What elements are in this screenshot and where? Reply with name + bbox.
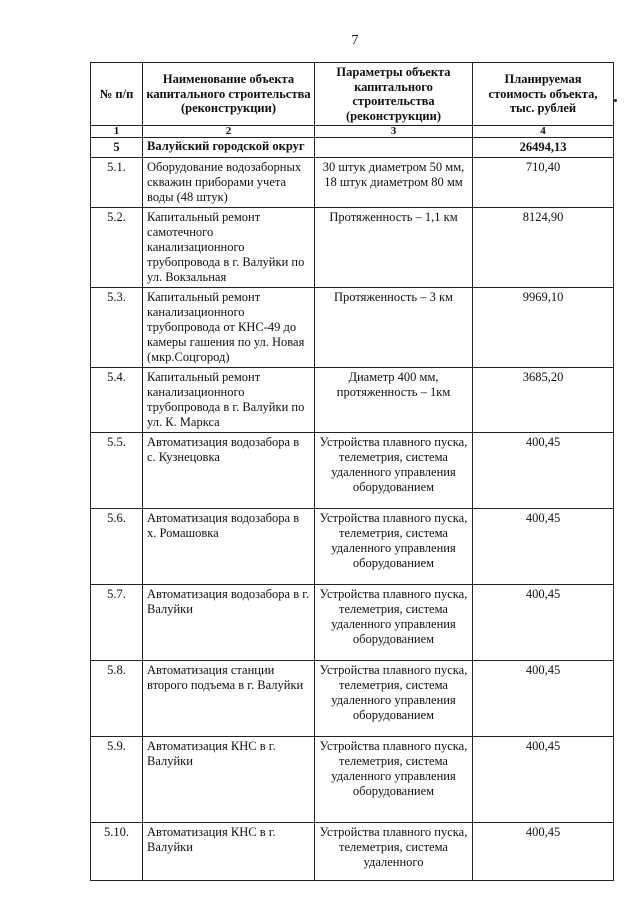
row-params: Диаметр 400 мм, протяженность – 1км — [315, 368, 473, 433]
column-number: 4 — [473, 126, 614, 138]
row-num: 5.1. — [91, 158, 143, 208]
group-name: Валуйский городской округ — [143, 138, 315, 158]
row-params: Устройства плавного пуска, телеметрия, система удаленного управления оборудованием — [315, 661, 473, 737]
table-row — [91, 208, 614, 288]
header-name: Наименование объекта капитального строительства (реконструкции) — [143, 63, 315, 126]
table-row — [91, 509, 614, 585]
row-params: Устройства плавного пуска, телеметрия, система удаленного — [315, 823, 473, 881]
row-name: Автоматизация КНС в г. Валуйки — [143, 737, 315, 823]
row-cost: 8124,90 — [473, 208, 614, 288]
row-num: 5.2. — [91, 208, 143, 288]
table-row — [91, 433, 614, 509]
row-cost: 400,45 — [473, 433, 614, 509]
table-header-row — [91, 63, 614, 126]
row-cost: 710,40 — [473, 158, 614, 208]
row-name: Капитальный ремонт канализационного трубопровода от КНС-49 до камеры гашения по ул. Новая (мкр.Соцгород) — [143, 288, 315, 368]
column-number: 1 — [91, 126, 143, 138]
row-name: Автоматизация водозабора в г. Валуйки — [143, 585, 315, 661]
group-row — [91, 138, 614, 158]
row-params: Устройства плавного пуска, телеметрия, система удаленного управления оборудованием — [315, 737, 473, 823]
table-row — [91, 661, 614, 737]
table-row — [91, 585, 614, 661]
row-num: 5.7. — [91, 585, 143, 661]
group-cost: 26494,13 — [473, 138, 614, 158]
row-params: Устройства плавного пуска, телеметрия, система удаленного управления оборудованием — [315, 433, 473, 509]
row-name: Автоматизация водозабора в с. Кузнецовка — [143, 433, 315, 509]
page-number: 7 — [351, 33, 359, 48]
row-params: 30 штук диаметром 50 мм, 18 штук диаметром 80 мм — [315, 158, 473, 208]
row-num: 5.10. — [91, 823, 143, 881]
row-params: Устройства плавного пуска, телеметрия, система удаленного управления оборудованием — [315, 509, 473, 585]
table-row — [91, 823, 614, 881]
row-cost: 3685,20 — [473, 368, 614, 433]
column-numbers-row — [91, 126, 614, 138]
row-name: Капитальный ремонт самотечного канализационного трубопровода в г. Валуйки по ул. Вокзальная — [143, 208, 315, 288]
row-cost: 9969,10 — [473, 288, 614, 368]
header-cost: Планируемая стоимость объекта, тыс. рублей — [473, 63, 614, 126]
group-num: 5 — [91, 138, 143, 158]
row-cost: 400,45 — [473, 661, 614, 737]
header-num: № п/п — [91, 63, 143, 126]
group-params — [315, 138, 473, 158]
table-row — [91, 288, 614, 368]
row-num: 5.3. — [91, 288, 143, 368]
row-name: Автоматизация КНС в г. Валуйки — [143, 823, 315, 881]
table-row — [91, 158, 614, 208]
row-params: Протяженность – 1,1 км — [315, 208, 473, 288]
table-row — [91, 368, 614, 433]
row-params: Протяженность – 3 км — [315, 288, 473, 368]
row-num: 5.9. — [91, 737, 143, 823]
row-cost: 400,45 — [473, 585, 614, 661]
objects-table — [90, 62, 614, 881]
header-params: Параметры объекта капитального строительства (реконструкции) — [315, 63, 473, 126]
row-name: Оборудование водозаборных скважин приборами учета воды (48 штук) — [143, 158, 315, 208]
column-number: 2 — [143, 126, 315, 138]
row-num: 5.5. — [91, 433, 143, 509]
row-num: 5.4. — [91, 368, 143, 433]
row-cost: 400,45 — [473, 823, 614, 881]
column-number: 3 — [315, 126, 473, 138]
table-row — [91, 737, 614, 823]
row-num: 5.8. — [91, 661, 143, 737]
row-cost: 400,45 — [473, 509, 614, 585]
stray-dot — [614, 99, 617, 102]
row-num: 5.6. — [91, 509, 143, 585]
row-params: Устройства плавного пуска, телеметрия, система удаленного управления оборудованием — [315, 585, 473, 661]
row-cost: 400,45 — [473, 737, 614, 823]
row-name: Капитальный ремонт канализационного трубопровода в г. Валуйки по ул. К. Маркса — [143, 368, 315, 433]
row-name: Автоматизация станции второго подъема в г. Валуйки — [143, 661, 315, 737]
row-name: Автоматизация водозабора в х. Ромашовка — [143, 509, 315, 585]
